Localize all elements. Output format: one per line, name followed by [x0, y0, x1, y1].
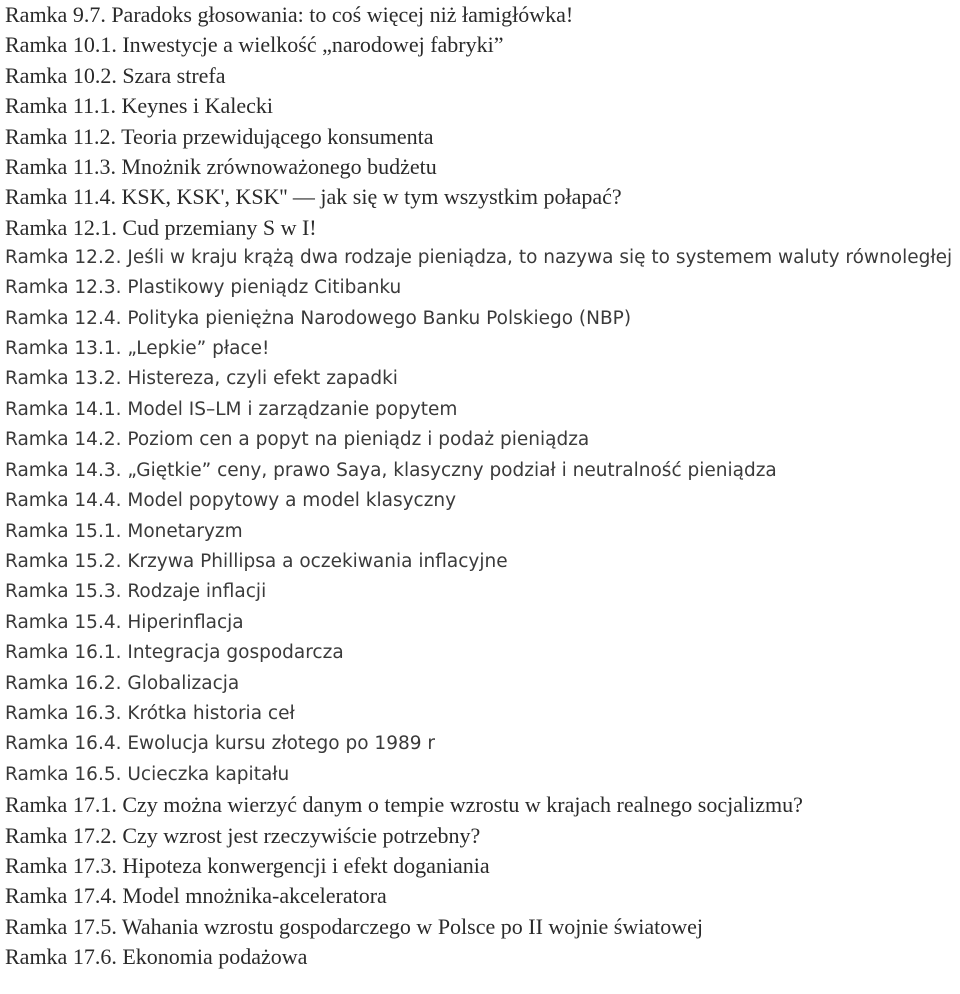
box-entry: Ramka 17.6. Ekonomia podażowa — [5, 944, 308, 970]
box-entry: Ramka 12.1. Cud przemiany S w I! — [5, 214, 317, 240]
box-entry: Ramka 13.1. „Lepkie” płace! — [5, 338, 270, 360]
box-entry: Ramka 15.2. Krzywa Phillipsa a oczekiwania inflacyjne — [5, 550, 508, 572]
box-entry: Ramka 13.2. Histereza, czyli efekt zapadki — [5, 368, 398, 390]
box-entry: Ramka 10.1. Inwestycje a wielkość „narodowej fabryki” — [5, 32, 504, 58]
box-entry: Ramka 16.5. Ucieczka kapitału — [5, 763, 290, 785]
box-entry: Ramka 9.7. Paradoks głosowania: to coś więcej niż łamigłówka! — [5, 2, 574, 27]
box-list — [5, 0, 957, 973]
box-entry: Ramka 17.2. Czy wzrost jest rzeczywiście potrzebny? — [5, 822, 481, 848]
box-entry: Ramka 12.4. Polityka pieniężna Narodowego Banku Polskiego (NBP) — [5, 307, 632, 329]
box-entry: Ramka 11.1. Keynes i Kalecki — [5, 93, 273, 119]
box-entry: Ramka 17.4. Model mnożnika-akceleratora — [5, 883, 387, 909]
box-entry: Ramka 16.3. Krótka historia ceł — [5, 702, 295, 724]
box-entry: Ramka 14.4. Model popytowy a model klasyczny — [5, 490, 457, 512]
box-entry: Ramka 15.1. Monetaryzm — [5, 520, 243, 542]
box-entry: Ramka 17.1. Czy można wierzyć danym o tempie wzrostu w krajach realnego socjalizmu? — [5, 792, 803, 818]
box-entry: Ramka 14.2. Poziom cen a popyt na pieniądz i podaż pieniądza — [5, 429, 590, 451]
box-entry: Ramka 16.4. Ewolucja kursu złotego po 1989 r — [5, 733, 435, 755]
box-entry: Ramka 12.2. Jeśli w kraju krążą dwa rodzaje pieniądza, to nazywa się to systemem waluty równoległej — [5, 247, 953, 269]
box-entry: Ramka 14.3. „Giętkie” ceny, prawo Saya, klasyczny podział i neutralność pieniądza — [5, 459, 777, 481]
box-entry: Ramka 11.2. Teoria przewidującego konsumenta — [5, 123, 434, 149]
box-entry: Ramka 11.4. KSK, KSK', KSK'' — jak się w tym wszystkim połapać? — [5, 184, 622, 210]
box-entry: Ramka 14.1. Model IS–LM i zarządzanie popytem — [5, 398, 458, 420]
box-entry: Ramka 17.3. Hipoteza konwergencji i efekt doganiania — [5, 852, 490, 878]
box-entry: Ramka 16.1. Integracja gospodarcza — [5, 642, 344, 664]
box-entry: Ramka 15.3. Rodzaje inflacji — [5, 581, 267, 603]
box-entry: Ramka 15.4. Hiperinflacja — [5, 611, 244, 633]
box-entry: Ramka 11.3. Mnożnik zrównoważonego budżetu — [5, 154, 437, 180]
box-entry: Ramka 17.5. Wahania wzrostu gospodarczego w Polsce po II wojnie światowej — [5, 913, 703, 939]
box-entry: Ramka 16.2. Globalizacja — [5, 672, 240, 694]
box-entry: Ramka 12.3. Plastikowy pieniądz Citibanku — [5, 277, 402, 299]
box-entry: Ramka 10.2. Szara strefa — [5, 62, 226, 88]
